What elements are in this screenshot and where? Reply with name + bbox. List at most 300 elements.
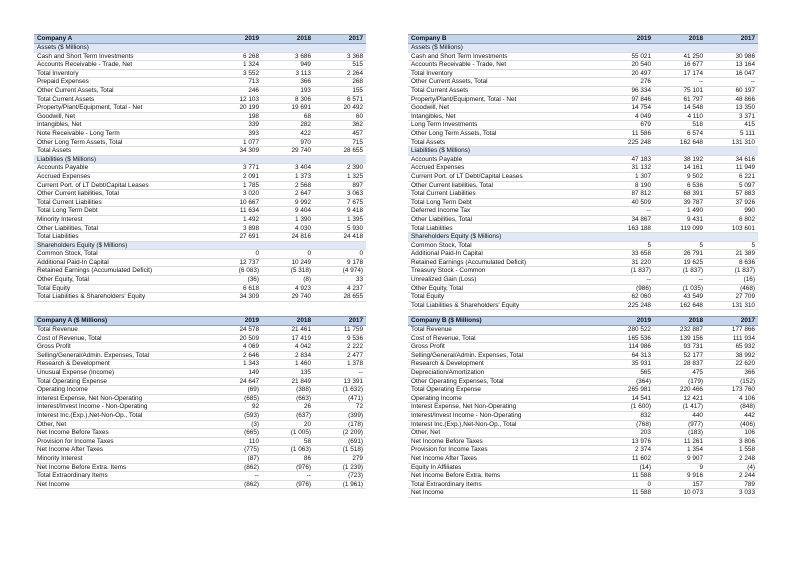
row-value: 12 737 xyxy=(210,258,262,267)
row-value: 949 xyxy=(262,61,314,70)
section-header-row xyxy=(408,44,758,53)
table-header-row xyxy=(34,317,366,326)
row-label: Total Equity xyxy=(408,293,602,302)
row-value: 22 620 xyxy=(706,360,758,369)
row-value: 60 xyxy=(314,112,366,121)
row-value: 282 xyxy=(262,121,314,130)
row-value: 2 374 xyxy=(602,446,654,455)
row-label: Total Long Term Debt xyxy=(34,207,210,216)
row-label: Total Extraordinary Items xyxy=(34,472,210,481)
table-row xyxy=(408,224,758,233)
table-row xyxy=(408,207,758,216)
row-value: 114 986 xyxy=(602,343,654,352)
row-label: Goodwill, Net xyxy=(34,112,210,121)
row-value: 366 xyxy=(262,78,314,87)
row-value: 9 502 xyxy=(654,172,706,181)
row-value: (364) xyxy=(602,377,654,386)
row-value: (1 837) xyxy=(654,267,706,276)
row-label: Note Receivable - Long Term xyxy=(34,129,210,138)
table-row xyxy=(34,224,366,233)
row-label: Provision for Income Taxes xyxy=(34,437,210,446)
row-value: 64 313 xyxy=(602,351,654,360)
row-value: (183) xyxy=(654,429,706,438)
row-value: 4 049 xyxy=(602,112,654,121)
year-header: 2019 xyxy=(602,35,654,44)
table-row xyxy=(408,78,758,87)
row-value: 475 xyxy=(654,368,706,377)
row-value: 440 xyxy=(654,411,706,420)
row-value: 3 063 xyxy=(314,190,366,199)
row-value: 366 xyxy=(706,368,758,377)
table-row xyxy=(34,377,366,386)
row-value: 11 634 xyxy=(210,207,262,216)
row-value: 163 188 xyxy=(602,224,654,233)
row-value: 415 xyxy=(706,121,758,130)
row-label: Total Operating Expense xyxy=(34,377,210,386)
row-label: Provision for Income Taxes xyxy=(408,446,602,455)
table-row xyxy=(408,394,758,403)
row-label: Total Revenue xyxy=(408,326,602,335)
table-row xyxy=(34,293,366,302)
table-row xyxy=(34,411,366,420)
table-row xyxy=(408,293,758,302)
row-value xyxy=(210,44,262,53)
table-row xyxy=(408,181,758,190)
row-value: 11 949 xyxy=(706,164,758,173)
row-value xyxy=(706,44,758,53)
row-value: (16) xyxy=(706,276,758,285)
table-row xyxy=(408,360,758,369)
year-header: 2019 xyxy=(602,317,654,326)
row-value: 38 192 xyxy=(654,155,706,164)
row-label: Total Liabilities xyxy=(34,233,210,242)
row-value: 97 846 xyxy=(602,95,654,104)
table-row xyxy=(408,343,758,352)
row-value: 3 113 xyxy=(262,69,314,78)
row-value: 155 xyxy=(314,86,366,95)
row-value: 21 849 xyxy=(262,377,314,386)
row-label: Assets ($ Millions) xyxy=(34,44,210,53)
row-value: 96 334 xyxy=(602,86,654,95)
row-label: Deferred Income Tax xyxy=(408,207,602,216)
row-value: 279 xyxy=(314,454,366,463)
row-label: Net Income Before Taxes xyxy=(34,429,210,438)
table-row xyxy=(408,190,758,199)
row-value: (36) xyxy=(210,276,262,285)
table-row xyxy=(408,454,758,463)
table-row xyxy=(34,95,366,104)
row-value: 27 709 xyxy=(706,293,758,302)
row-value: 55 021 xyxy=(602,52,654,61)
row-label: Minority Interest xyxy=(34,215,210,224)
row-value: 27 691 xyxy=(210,233,262,242)
row-value: 4 110 xyxy=(654,112,706,121)
row-value: 1 324 xyxy=(210,61,262,70)
row-value: 68 391 xyxy=(654,190,706,199)
table-row xyxy=(34,394,366,403)
row-value xyxy=(706,147,758,156)
table-row xyxy=(408,155,758,164)
row-value: 1 558 xyxy=(706,446,758,455)
table-row xyxy=(408,334,758,343)
row-value: 13 976 xyxy=(602,437,654,446)
row-label: Total Liabilities & Shareholders' Equity xyxy=(34,293,210,302)
table-row xyxy=(34,368,366,377)
row-value: 518 xyxy=(654,121,706,130)
row-value xyxy=(314,155,366,164)
row-value: (862) xyxy=(210,480,262,489)
row-value: 72 xyxy=(314,403,366,412)
row-value: 6 268 xyxy=(210,52,262,61)
row-value: (663) xyxy=(262,394,314,403)
row-label: Gross Profit xyxy=(408,343,602,352)
row-label: Gross Profit xyxy=(34,343,210,352)
table-row xyxy=(34,267,366,276)
row-value: (862) xyxy=(210,463,262,472)
row-value: 789 xyxy=(706,480,758,489)
row-value: 28 655 xyxy=(314,147,366,156)
table-row xyxy=(34,480,366,489)
row-label: Accounts Receivable - Trade, Net xyxy=(34,61,210,70)
row-value: 106 xyxy=(706,429,758,438)
row-value: 31 132 xyxy=(602,164,654,173)
row-value: 442 xyxy=(706,411,758,420)
row-value: (685) xyxy=(210,394,262,403)
row-value: 3 368 xyxy=(314,52,366,61)
row-value: 7 675 xyxy=(314,198,366,207)
row-value: 265 981 xyxy=(602,386,654,395)
table-title: Company B xyxy=(408,35,602,44)
section-header-row xyxy=(408,233,758,242)
row-label: Retained Earnings (Accumulated Deficit) xyxy=(408,258,602,267)
row-value: 14 754 xyxy=(602,104,654,113)
row-value: 3 686 xyxy=(262,52,314,61)
table-row xyxy=(34,147,366,156)
row-value: 11 261 xyxy=(654,437,706,446)
row-value: 10 667 xyxy=(210,198,262,207)
table-row xyxy=(34,138,366,147)
row-value: 1 325 xyxy=(314,172,366,181)
row-value: (3) xyxy=(210,420,262,429)
row-value: 1 395 xyxy=(314,215,366,224)
table-row xyxy=(408,215,758,224)
company-b-income-statement xyxy=(408,316,758,498)
row-value: 14 161 xyxy=(654,164,706,173)
row-value: 0 xyxy=(314,250,366,259)
row-label: Net Income After Taxes xyxy=(408,454,602,463)
row-value: 26 791 xyxy=(654,250,706,259)
row-value: (691) xyxy=(314,437,366,446)
company-a-balance-sheet xyxy=(34,34,366,302)
row-value: 26 xyxy=(262,403,314,412)
row-value: 3 371 xyxy=(706,112,758,121)
year-header: 2018 xyxy=(262,317,314,326)
table-row xyxy=(34,233,366,242)
row-label: Accrued Expenses xyxy=(34,172,210,181)
row-value: (14) xyxy=(602,463,654,472)
row-label: Other Liabilities, Total xyxy=(34,224,210,233)
table-row xyxy=(408,437,758,446)
row-value: 68 xyxy=(262,112,314,121)
row-value: 1 390 xyxy=(262,215,314,224)
row-label: Other Equity, Total xyxy=(408,284,602,293)
row-value: 2 647 xyxy=(262,190,314,199)
table-row xyxy=(34,121,366,130)
year-header: 2018 xyxy=(654,35,706,44)
table-row xyxy=(34,164,366,173)
row-label: Cost of Revenue, Total xyxy=(34,334,210,343)
row-value: 19 625 xyxy=(654,258,706,267)
row-value: 21 389 xyxy=(706,250,758,259)
row-value: (179) xyxy=(654,377,706,386)
row-value: 225 248 xyxy=(602,138,654,147)
row-value: (69) xyxy=(210,386,262,395)
table-row xyxy=(34,181,366,190)
row-value: 4 106 xyxy=(706,394,758,403)
row-label: Minority Interest xyxy=(34,454,210,463)
row-value: (87) xyxy=(210,454,262,463)
row-value: 276 xyxy=(602,78,654,87)
row-label: Total Assets xyxy=(34,147,210,156)
row-value: 14 541 xyxy=(602,394,654,403)
row-value: 119 099 xyxy=(654,224,706,233)
table-row xyxy=(408,138,758,147)
table-row xyxy=(408,463,758,472)
row-value: 10 073 xyxy=(654,489,706,498)
row-value xyxy=(654,44,706,53)
row-value: -- xyxy=(314,368,366,377)
table-row xyxy=(34,129,366,138)
row-value: 8 636 xyxy=(706,258,758,267)
row-value: 11 586 xyxy=(602,129,654,138)
row-value: 2 390 xyxy=(314,164,366,173)
row-value: 4 237 xyxy=(314,284,366,293)
row-value: 203 xyxy=(602,429,654,438)
table-row xyxy=(34,215,366,224)
row-value: -- xyxy=(654,276,706,285)
row-label: Total Liabilities & Shareholders' Equity xyxy=(408,301,602,310)
row-label: Total Inventory xyxy=(408,69,602,78)
row-label: Other, Net xyxy=(408,429,602,438)
row-value: (6 083) xyxy=(210,267,262,276)
row-value xyxy=(210,241,262,250)
table-row xyxy=(408,104,758,113)
row-label: Other, Net xyxy=(34,420,210,429)
row-value: (1 063) xyxy=(262,446,314,455)
table-row xyxy=(34,172,366,181)
row-value: 103 601 xyxy=(706,224,758,233)
row-value xyxy=(654,147,706,156)
table-row xyxy=(408,164,758,173)
row-value: 4 923 xyxy=(262,284,314,293)
row-label: Assets ($ Millions) xyxy=(408,44,602,53)
row-label: Other Current liabilities, Total xyxy=(408,181,602,190)
row-label: Other Current Assets, Total xyxy=(34,86,210,95)
row-value: (4 974) xyxy=(314,267,366,276)
row-label: Total Assets xyxy=(408,138,602,147)
table-row xyxy=(34,360,366,369)
table-row xyxy=(408,276,758,285)
row-label: Shareholders Equity ($ Millions) xyxy=(408,233,602,242)
row-value: 20 497 xyxy=(602,69,654,78)
row-value xyxy=(602,233,654,242)
row-label: Cost of Revenue, Total xyxy=(408,334,602,343)
table-row xyxy=(408,258,758,267)
row-label: Retained Earnings (Accumulated Deficit) xyxy=(34,267,210,276)
row-value xyxy=(314,44,366,53)
row-label: Other Long Term Assets, Total xyxy=(408,129,602,138)
row-value: (976) xyxy=(262,480,314,489)
row-label: Prepaid Expenses xyxy=(34,78,210,87)
table-row xyxy=(408,112,758,121)
row-value: 11 759 xyxy=(314,326,366,335)
row-value: (665) xyxy=(210,429,262,438)
row-value: 1 343 xyxy=(210,360,262,369)
row-label: Net Income Before Taxes xyxy=(408,437,602,446)
row-value: 8 306 xyxy=(262,95,314,104)
table-row xyxy=(34,258,366,267)
row-value: 13 164 xyxy=(706,61,758,70)
table-row xyxy=(34,198,366,207)
row-value: 20 540 xyxy=(602,61,654,70)
row-value: 12 103 xyxy=(210,95,262,104)
table-row xyxy=(408,69,758,78)
row-label: Other Current Assets, Total xyxy=(408,78,602,87)
row-value: 19 691 xyxy=(262,104,314,113)
row-value: (468) xyxy=(706,284,758,293)
row-value: 173 760 xyxy=(706,386,758,395)
row-value: 5 xyxy=(706,241,758,250)
row-value: 75 101 xyxy=(654,86,706,95)
row-value: 38 992 xyxy=(706,351,758,360)
table-header-row xyxy=(34,35,366,44)
row-label: Operating Income xyxy=(408,394,602,403)
row-value: (976) xyxy=(262,463,314,472)
row-value: 422 xyxy=(262,129,314,138)
row-value: 11 602 xyxy=(602,454,654,463)
row-label: Total Liabilities xyxy=(408,224,602,233)
row-value: 20 xyxy=(262,420,314,429)
row-value: 1 460 xyxy=(262,360,314,369)
row-value: 4 042 xyxy=(262,343,314,352)
row-label: Total Extraordinary Items xyxy=(408,480,602,489)
row-value: 3 771 xyxy=(210,164,262,173)
row-value: 2 244 xyxy=(706,472,758,481)
row-value: 3 552 xyxy=(210,69,262,78)
row-value: 225 248 xyxy=(602,301,654,310)
row-value xyxy=(706,233,758,242)
row-value: -- xyxy=(706,78,758,87)
table-row xyxy=(34,52,366,61)
row-value: 6 571 xyxy=(314,95,366,104)
row-value: 4 069 xyxy=(210,343,262,352)
row-value xyxy=(210,155,262,164)
row-value: 47 183 xyxy=(602,155,654,164)
table-row xyxy=(34,420,366,429)
row-label: Selling/General/Admin. Expenses, Total xyxy=(408,351,602,360)
row-value: 2 264 xyxy=(314,69,366,78)
row-value: 21 461 xyxy=(262,326,314,335)
row-value: 515 xyxy=(314,61,366,70)
row-value: -- xyxy=(602,207,654,216)
table-row xyxy=(34,284,366,293)
year-header: 2017 xyxy=(314,317,366,326)
row-label: Property/Plant/Equipment, Total - Net xyxy=(34,104,210,113)
table-row xyxy=(408,61,758,70)
row-value: 5 xyxy=(654,241,706,250)
row-value: 16 677 xyxy=(654,61,706,70)
row-value: 24 578 xyxy=(210,326,262,335)
table-row xyxy=(408,411,758,420)
table-title: Company A ($ Millions) xyxy=(34,317,210,326)
table-row xyxy=(408,250,758,259)
row-value: 1 373 xyxy=(262,172,314,181)
row-label: Liabilities ($ Millions) xyxy=(408,147,602,156)
row-label: Current Port. of LT Debt/Capital Leases xyxy=(408,172,602,181)
table-row xyxy=(34,190,366,199)
table-row xyxy=(408,446,758,455)
row-value: (178) xyxy=(314,420,366,429)
row-value: (637) xyxy=(262,411,314,420)
row-value: 9 xyxy=(654,463,706,472)
row-value: 111 934 xyxy=(706,334,758,343)
row-value: 61 797 xyxy=(654,95,706,104)
row-value: 39 787 xyxy=(654,198,706,207)
row-value: 37 926 xyxy=(706,198,758,207)
row-value: 1 490 xyxy=(654,207,706,216)
row-label: Total Equity xyxy=(34,284,210,293)
row-value: (977) xyxy=(654,420,706,429)
table-row xyxy=(408,52,758,61)
row-label: Accounts Receivable - Trade, Net xyxy=(408,61,602,70)
row-value: 28 837 xyxy=(654,360,706,369)
row-value: 29 740 xyxy=(262,293,314,302)
row-label: Intangibles, Net xyxy=(408,112,602,121)
row-value: 11 588 xyxy=(602,472,654,481)
row-value: 162 648 xyxy=(654,138,706,147)
row-label: Other Long Term Assets, Total xyxy=(34,138,210,147)
table-row xyxy=(408,267,758,276)
row-value: 57 883 xyxy=(706,190,758,199)
row-value: 3 033 xyxy=(706,489,758,498)
row-value: 29 740 xyxy=(262,147,314,156)
row-value: 92 xyxy=(210,403,262,412)
table-row xyxy=(34,437,366,446)
row-value: 162 648 xyxy=(654,301,706,310)
table-row xyxy=(34,454,366,463)
row-value: 52 177 xyxy=(654,351,706,360)
row-value: 9 404 xyxy=(262,207,314,216)
row-value: 20 492 xyxy=(314,104,366,113)
row-value: (775) xyxy=(210,446,262,455)
row-label: Interest Expense, Net Non-Operating xyxy=(408,403,602,412)
row-label: Interest Inc.(Exp.),Net-Non-Op., Total xyxy=(34,411,210,420)
row-label: Equity In Affiliates xyxy=(408,463,602,472)
table-title: Company B ($ Millions) xyxy=(408,317,602,326)
row-value: 87 812 xyxy=(602,190,654,199)
row-value: 339 xyxy=(210,121,262,130)
row-value: 9 178 xyxy=(314,258,366,267)
section-header-row xyxy=(34,241,366,250)
row-value: 2 222 xyxy=(314,343,366,352)
row-value: (1 518) xyxy=(314,446,366,455)
row-label: Unrealized Gain (Loss) xyxy=(408,276,602,285)
row-label: Shareholders Equity ($ Millions) xyxy=(34,241,210,250)
row-label: Depreciation/Amortization xyxy=(408,368,602,377)
row-value: 5 930 xyxy=(314,224,366,233)
row-label: Total Current Liabilities xyxy=(34,198,210,207)
row-label: Total Current Assets xyxy=(408,86,602,95)
